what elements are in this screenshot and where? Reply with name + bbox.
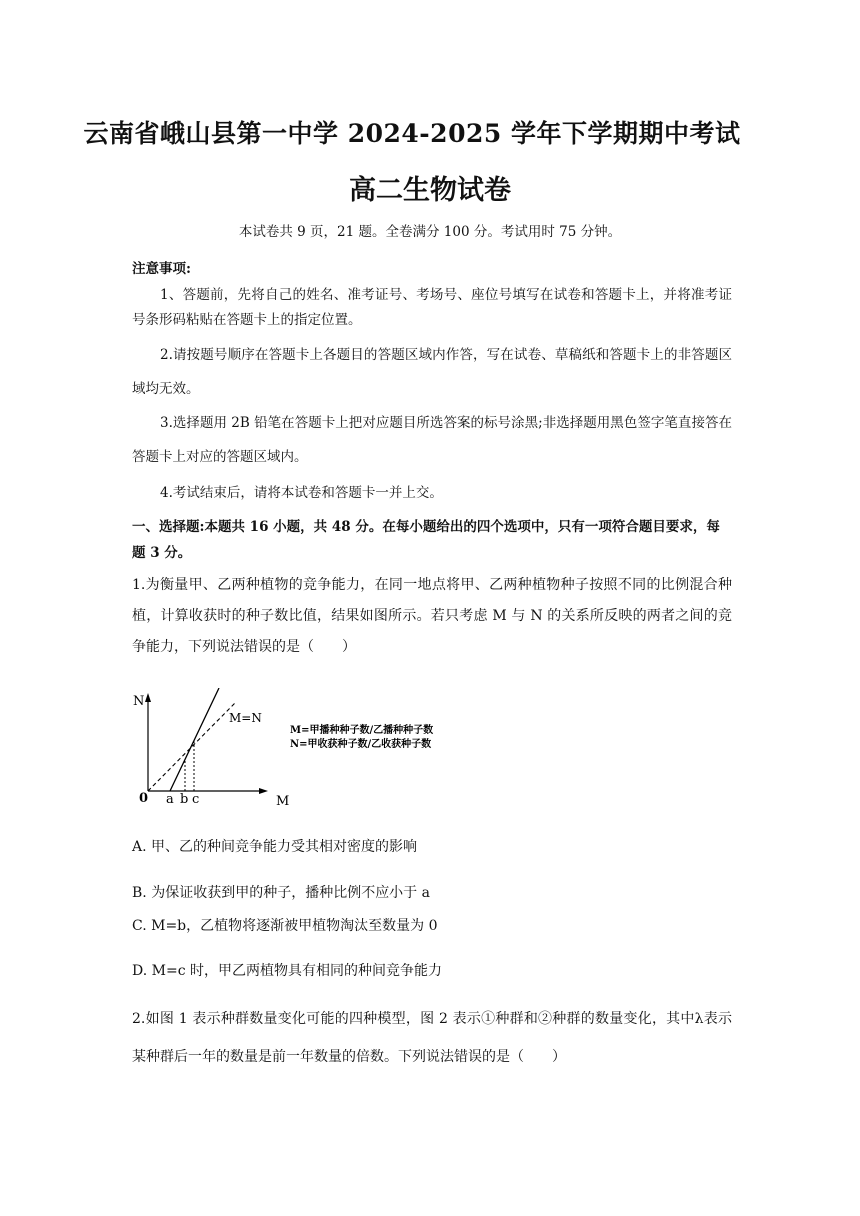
q1-option-c: C. M=b，乙植物将逐渐被甲植物淘汰至数量为 0 [132, 918, 438, 934]
notice-heading: 注意事项: [132, 261, 191, 277]
exam-title: 云南省峨山县第一中学 2024-2025 学年下学期期中考试 [83, 119, 741, 148]
notice-item-3 [132, 406, 732, 474]
x-axis-arrow [259, 788, 268, 794]
notice-text: 3.选择题用 2B 铅笔在答题卡上把对应题目所选答案的标号涂黑;非选择题用黑色签字笔直接答在答题卡上对应的答题区域内。 [132, 415, 732, 465]
q1-option-a: A. 甲、乙的种间竞争能力受其相对密度的影响 [132, 839, 418, 855]
origin-label: 0 [139, 791, 149, 806]
data-line [170, 688, 219, 791]
exam-subtitle: 高二生物试卷 [349, 175, 511, 206]
tick-c: c [192, 792, 200, 807]
q1-option-d: D. M=c 时，甲乙两植物具有相同的种间竞争能力 [132, 963, 442, 979]
q1-option-b: B. 为保证收获到甲的种子，播种比例不应小于 a [132, 885, 430, 901]
tick-b: b [180, 792, 189, 807]
y-axis-arrow [145, 693, 151, 702]
y-axis-label: N [133, 694, 145, 709]
legend-m: M=甲播种种子数/乙播种种子数 [290, 725, 434, 736]
notice-text: 1、答题前，先将自己的姓名、准考证号、考场号、座位号填写在试卷和答题卡上，并将准考证号条形码粘贴在答题卡上的指定位置。 [132, 287, 732, 328]
line-m-equals-n [148, 702, 236, 791]
legend-n: N=甲收获种子数/乙收获种子数 [290, 739, 432, 750]
notice-text: 4.考试结束后，请将本试卷和答题卡一并上交。 [160, 485, 443, 501]
competition-figure [128, 688, 468, 810]
notice-item-4 [132, 476, 732, 510]
question-2-stem: 2.如图 1 表示种群数量变化可能的四种模型，图 2 表示①种群和②种群的数量变化，其中λ表示某种群后一年的数量是前一年数量的倍数。下列说法错误的是（ ） [132, 1011, 732, 1065]
section-heading: 一、选择题:本题共 16 小题，共 48 分。在每小题给出的四个选项中，只有一项符合题目要求，每题 3 分。 [132, 519, 720, 561]
tick-a: a [166, 792, 174, 807]
notice-text: 2.请按题号顺序在答题卡上各题目的答题区域内作答，写在试卷、草稿纸和答题卡上的非答题区域均无效。 [132, 347, 732, 397]
notice-item-1 [132, 283, 732, 333]
x-axis-label: M [276, 794, 290, 809]
exam-info: 本试卷共 9 页，21 题。全卷满分 100 分。考试用时 75 分钟。 [238, 224, 622, 240]
question-1-stem: 1.为衡量甲、乙两种植物的竞争能力，在同一地点将甲、乙两种植物种子按照不同的比例混合种植，计算收获时的种子数比值，结果如图所示。若只考虑 M 与 N 的关系所反映的两者之间的竞争能力，下列说法错误的是（ ） [132, 577, 732, 655]
line-label: M=N [229, 711, 262, 725]
notice-item-2 [132, 338, 732, 406]
